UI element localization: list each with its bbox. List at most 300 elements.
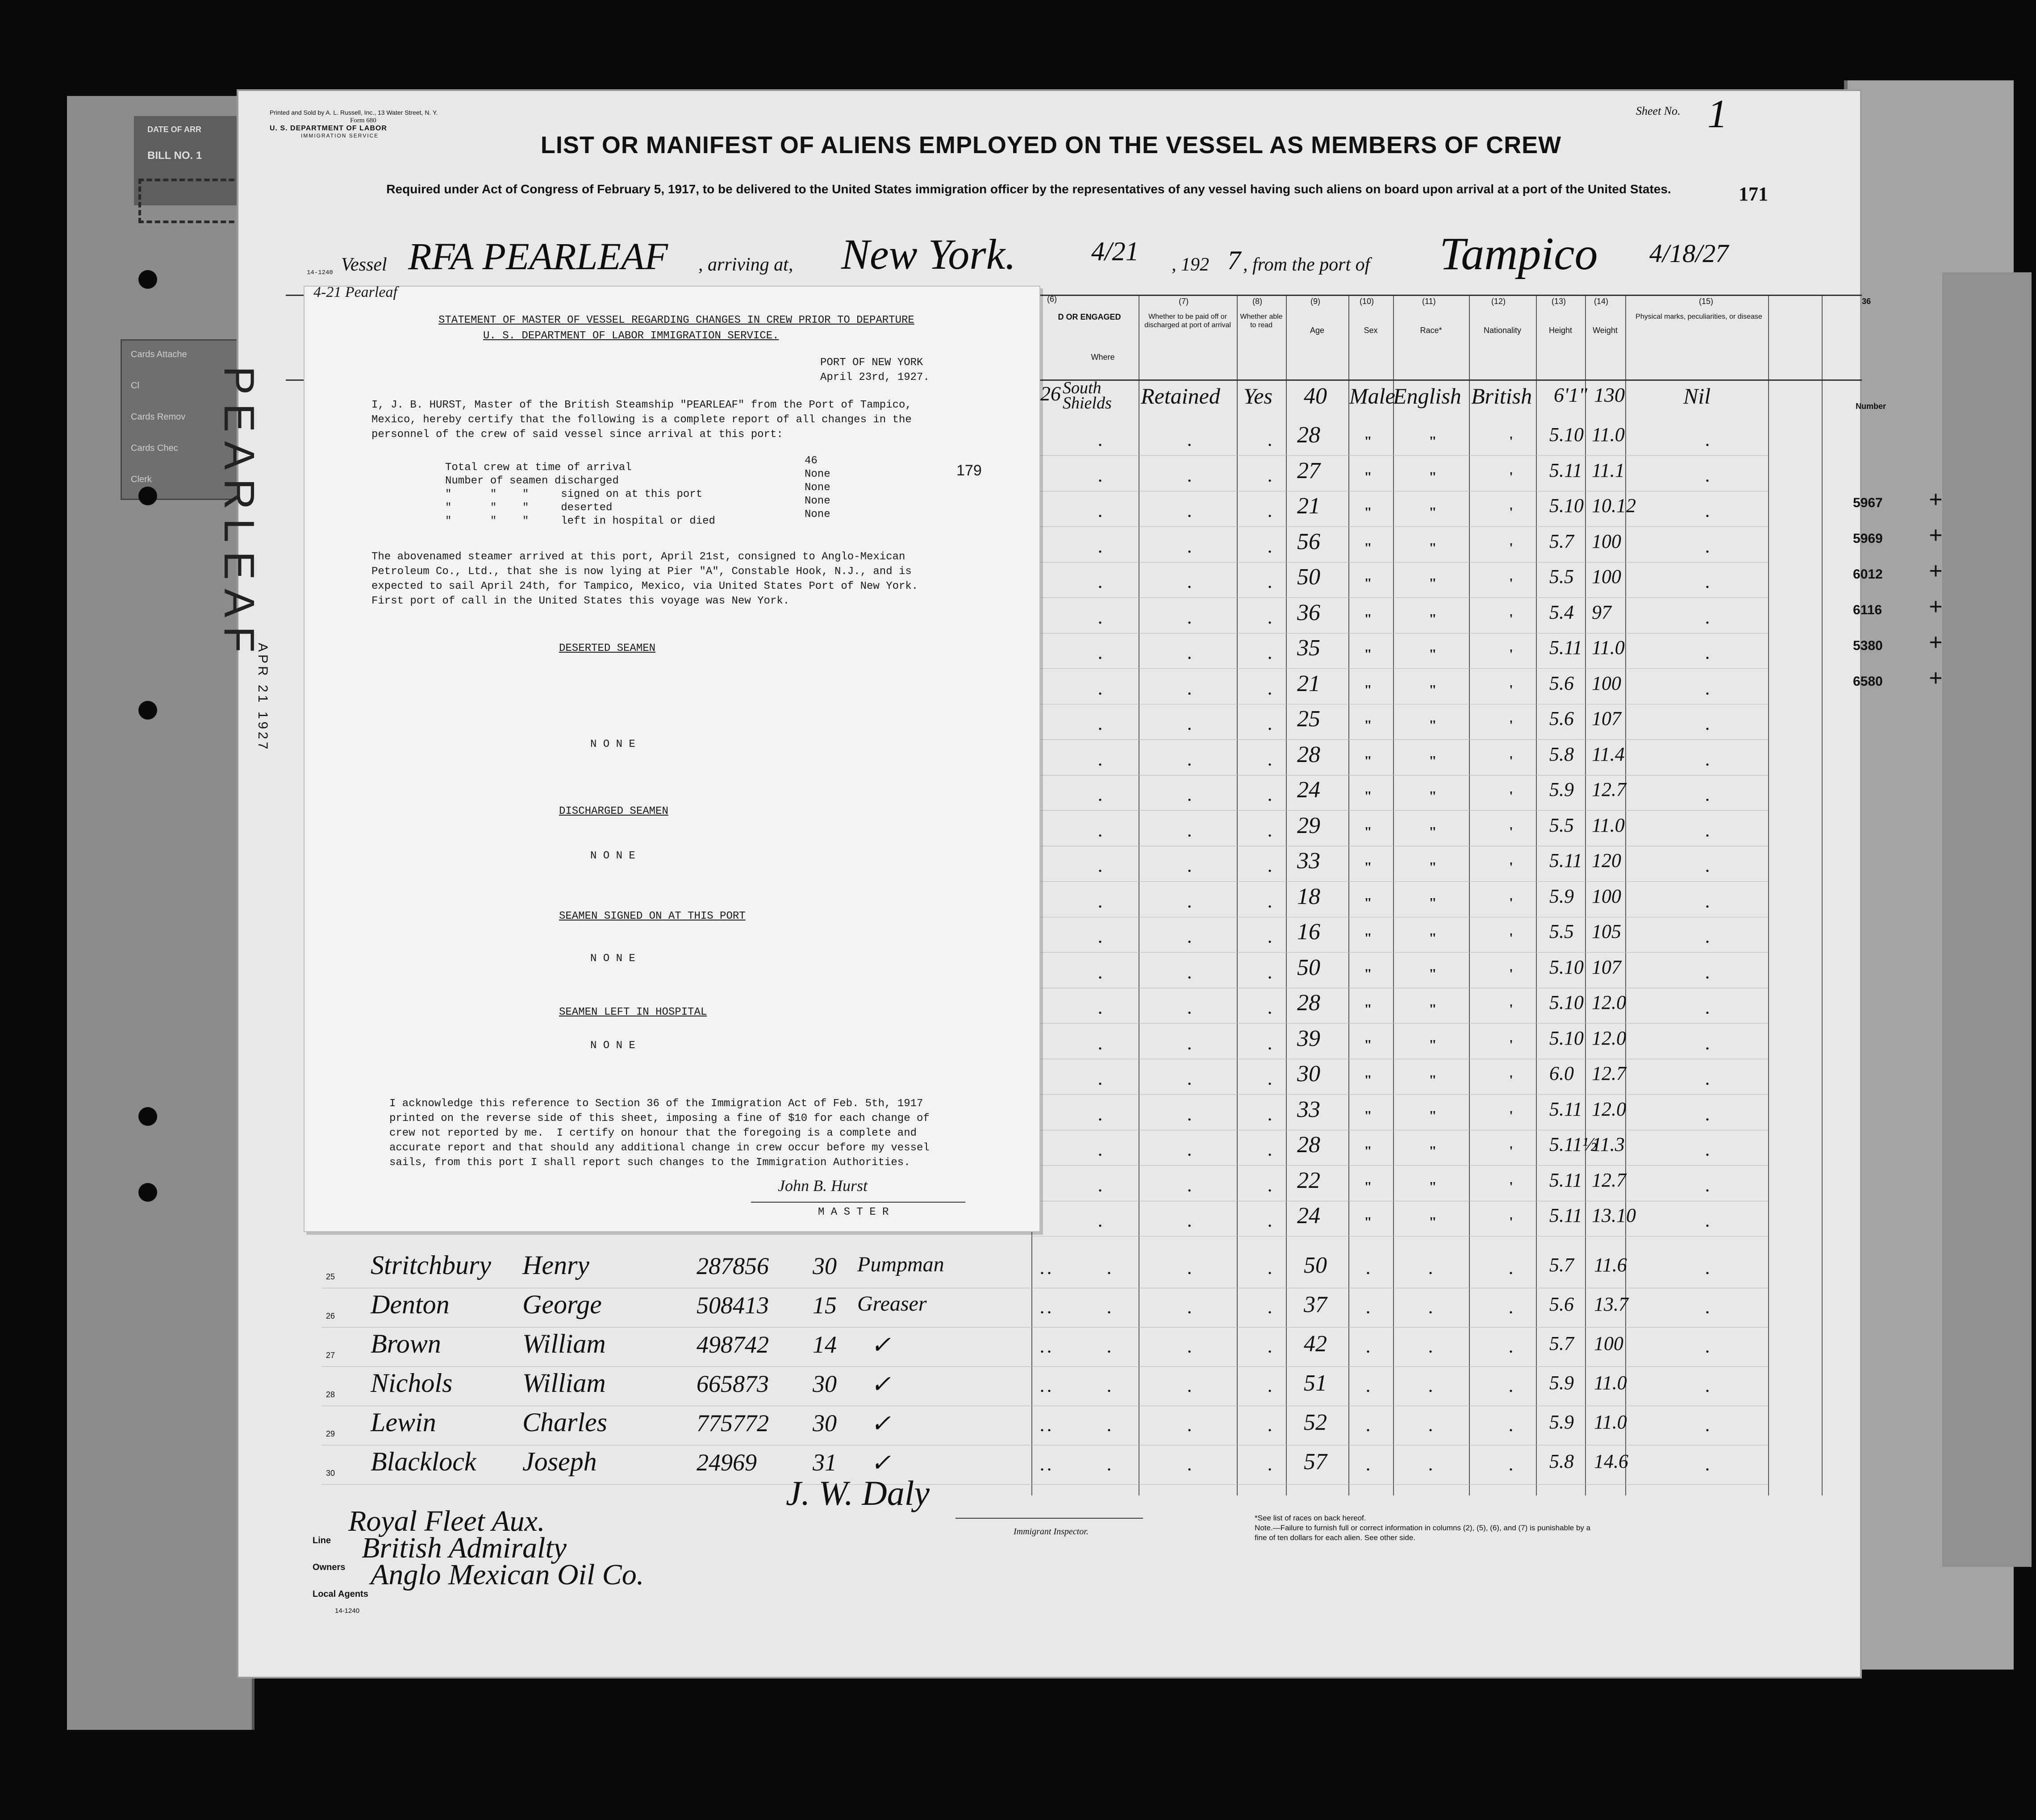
side-number: 6116	[1853, 603, 1882, 617]
ditto-mark: .	[1268, 717, 1272, 733]
crew-given-name: George	[522, 1290, 602, 1319]
ditto-mark: .	[1098, 575, 1102, 591]
ditto-mark: .	[1268, 1214, 1272, 1230]
row-rule	[1031, 455, 1768, 456]
vessel-label: Vessel	[341, 254, 387, 275]
height-cell: 5.9	[1549, 885, 1574, 907]
master-label: M A S T E R	[818, 1206, 889, 1218]
footnote	[1255, 1513, 1594, 1543]
ditto-mark: "	[1364, 930, 1372, 946]
height-cell: 5.4	[1549, 601, 1574, 623]
ditto-mark: .	[1098, 539, 1102, 556]
ditto-mark: '	[1509, 788, 1513, 804]
cross-mark: +	[1929, 558, 1943, 584]
cross-mark: +	[1929, 593, 1943, 620]
crew-given-name: Joseph	[522, 1447, 597, 1476]
ditto-mark: .	[1098, 1072, 1102, 1088]
hospital-value: None	[805, 508, 830, 521]
weight-cell: 107	[1592, 708, 1621, 729]
column-rule	[1237, 295, 1238, 1495]
stamp-179: 179	[956, 462, 982, 479]
ditto-mark: '	[1509, 539, 1513, 556]
crew-given-name: William	[522, 1368, 606, 1398]
col7-num: (7)	[1179, 297, 1189, 306]
crew-weight: 11.0	[1594, 1372, 1627, 1394]
height-cell: 5.10	[1549, 424, 1584, 446]
ditto-mark: '	[1509, 823, 1513, 840]
crew-given-name: Henry	[522, 1250, 589, 1280]
col13-num: (13)	[1552, 297, 1566, 306]
crew-discharge-no: 508413	[697, 1292, 769, 1319]
row1-paid: Retained	[1141, 383, 1220, 408]
ditto-mark: .	[1706, 894, 1709, 911]
ditto-mark: .	[1706, 859, 1709, 875]
ditto-mark: .	[1268, 681, 1272, 698]
ditto-mark: . .	[1040, 1379, 1051, 1395]
total-crew-value: 46	[805, 455, 818, 467]
weight-cell: 11.3	[1592, 1133, 1625, 1155]
ditto-mark: .	[1706, 1418, 1709, 1434]
age-cell: 22	[1297, 1167, 1320, 1193]
row-number: 28	[326, 1390, 335, 1399]
ditto-mark: . .	[1040, 1340, 1051, 1356]
column-rule	[1348, 295, 1349, 1495]
row-rule	[321, 1327, 1768, 1328]
crew-number: 31	[813, 1449, 837, 1476]
crew-rating-check: ✓	[871, 1449, 891, 1476]
row-number: 29	[326, 1429, 335, 1438]
row-number: 25	[326, 1272, 335, 1281]
crew-age: 37	[1304, 1292, 1327, 1317]
year-digit: 7	[1227, 246, 1241, 275]
acknowledgement: sails, from this port I shall report such changes to the Immigration Authorities.	[389, 1157, 910, 1169]
ditto-mark: .	[1188, 752, 1191, 769]
ditto-mark: "	[1364, 823, 1372, 840]
footer-form-code: 14-1240	[335, 1607, 360, 1615]
statement-heading-1: STATEMENT OF MASTER OF VESSEL REGARDING CHANGES IN CREW PRIOR TO DEPARTURE	[438, 314, 914, 326]
crew-rating-check: ✓	[871, 1332, 891, 1358]
left-card-line: Cards Attache	[131, 350, 187, 359]
height-cell: 5.9	[1549, 779, 1574, 800]
ditto-mark: "	[1364, 1178, 1372, 1195]
height-cell: 6.0	[1549, 1062, 1574, 1084]
ditto-mark: .	[1098, 930, 1102, 946]
ditto-mark: .	[1268, 1036, 1272, 1053]
ditto-mark: "	[1429, 823, 1437, 840]
crew-number: 30	[813, 1370, 837, 1397]
from-label: , from the port of	[1243, 254, 1370, 275]
statement-port: PORT OF NEW YORK	[820, 357, 923, 369]
ditto-mark: .	[1268, 1001, 1272, 1017]
ditto-mark: .	[1268, 539, 1272, 556]
age-cell: 28	[1297, 422, 1320, 448]
crew-height: 5.7	[1549, 1254, 1574, 1276]
weight-cell: 11.0	[1592, 424, 1625, 446]
ditto-mark: "	[1429, 1107, 1437, 1124]
side-number: 6580	[1853, 674, 1883, 689]
ditto-mark: .	[1366, 1458, 1370, 1474]
ditto-mark: .	[1188, 1214, 1191, 1230]
ditto-mark: .	[1098, 752, 1102, 769]
crew-height: 5.9	[1549, 1411, 1574, 1433]
row-rule	[1031, 597, 1768, 598]
col7-title: Whether to be paid off or discharged at port of arrival	[1144, 313, 1231, 329]
ditto-mark: "	[1364, 859, 1372, 875]
statement-para2: The abovenamed steamer arrived at this port, April 21st, consigned to Anglo-Mexican	[371, 551, 905, 563]
ditto-mark: . .	[1040, 1300, 1051, 1316]
ditto-mark: "	[1364, 1036, 1372, 1053]
age-cell: 30	[1297, 1061, 1320, 1087]
age-cell: 33	[1297, 1096, 1320, 1122]
crew-weight: 11.6	[1594, 1254, 1627, 1276]
from-date: 4/18/27	[1649, 239, 1729, 268]
age-cell: 28	[1297, 1132, 1320, 1158]
ditto-mark: .	[1706, 965, 1709, 982]
row1-marks: Nil	[1683, 383, 1711, 408]
discharged-heading: DISCHARGED SEAMEN	[559, 805, 668, 817]
crew-age: 57	[1304, 1449, 1327, 1474]
crew-rating: Pumpman	[857, 1253, 944, 1276]
col10-num: (10)	[1360, 297, 1374, 306]
statement-para2: expected to sail April 24th, for Tampico, Mexico, via United States Port of New York.	[371, 580, 918, 592]
age-cell: 39	[1297, 1025, 1320, 1051]
weight-cell: 11.4	[1592, 743, 1625, 765]
ditto-mark: .	[1098, 504, 1102, 520]
weight-cell: 13.10	[1592, 1204, 1636, 1226]
column-rule	[1822, 295, 1823, 1495]
ditto-mark: .	[1706, 1178, 1709, 1195]
height-cell: 5.8	[1549, 743, 1574, 765]
ditto-mark: "	[1429, 504, 1437, 520]
crew-height: 5.8	[1549, 1450, 1574, 1472]
acknowledgement: crew not reported by me. I certify on honour that the foregoing is a complete and	[389, 1127, 917, 1139]
statement-para1: I, J. B. HURST, Master of the British Steamship "PEARLEAF" from the Port of Tampico,	[371, 399, 912, 411]
row-rule	[321, 1366, 1768, 1367]
ditto-mark: "	[1429, 575, 1437, 591]
ditto-mark: . .	[1040, 1418, 1051, 1434]
arriving-label: , arriving at,	[698, 254, 793, 275]
ditto-mark: .	[1509, 1458, 1513, 1474]
ditto-mark: "	[1429, 1178, 1437, 1195]
ditto-mark: '	[1509, 1178, 1513, 1195]
ditto-mark: .	[1098, 1001, 1102, 1017]
statement-heading-2: U. S. DEPARTMENT OF LABOR IMMIGRATION SERVICE.	[483, 330, 779, 342]
ditto-mark: "	[1429, 468, 1437, 485]
ditto-mark: .	[1706, 575, 1709, 591]
ditto-mark: "	[1429, 1214, 1437, 1230]
weight-cell: 12.0	[1592, 991, 1626, 1013]
row-rule	[1031, 810, 1768, 811]
ditto-mark: '	[1509, 1107, 1513, 1124]
column-rule	[1286, 295, 1287, 1495]
crew-weight: 100	[1594, 1333, 1623, 1354]
col11-title: Race*	[1420, 326, 1442, 335]
ditto-mark: .	[1366, 1340, 1370, 1356]
ditto-mark: .	[1366, 1261, 1370, 1277]
weight-cell: 120	[1592, 850, 1621, 871]
age-cell: 16	[1297, 919, 1320, 945]
ditto-mark: .	[1706, 1072, 1709, 1088]
col14-num: (14)	[1594, 297, 1609, 306]
signature-line	[751, 1202, 965, 1203]
row1-height: 6'1"	[1554, 383, 1588, 406]
ditto-mark: "	[1429, 1036, 1437, 1053]
arriving-port: New York.	[841, 230, 1016, 278]
ditto-mark: . .	[1040, 1458, 1051, 1474]
ditto-mark: .	[1706, 1458, 1709, 1474]
ditto-mark: .	[1509, 1379, 1513, 1395]
side-number: 5969	[1853, 531, 1883, 546]
col10-title: Sex	[1364, 326, 1378, 335]
weight-cell: 100	[1592, 885, 1621, 907]
ditto-mark: "	[1429, 788, 1437, 804]
height-cell: 5.10	[1549, 956, 1584, 978]
crew-discharge-no: 665873	[697, 1370, 769, 1397]
printer-line: Printed and Sold by A. L. Russell, Inc., 13 Water Street, N. Y.	[270, 109, 438, 116]
weight-cell: 97	[1592, 601, 1611, 623]
total-crew-label: Total crew at time of arrival	[445, 462, 632, 474]
deserted-value: None	[805, 495, 830, 507]
ditto-mark: .	[1268, 930, 1272, 946]
ditto-mark: "	[1429, 646, 1437, 662]
height-cell: 5.7	[1549, 530, 1574, 552]
height-cell: 5.11½	[1549, 1133, 1597, 1155]
ditto-mark: .	[1107, 1458, 1111, 1474]
ditto-mark: .	[1268, 1300, 1272, 1316]
ditto-mark: "	[1429, 681, 1437, 698]
ditto-mark: .	[1268, 1418, 1272, 1434]
ditto-mark: .	[1706, 1300, 1709, 1316]
ditto-mark: .	[1706, 1107, 1709, 1124]
weight-cell: 100	[1592, 530, 1621, 552]
ditto-mark: .	[1188, 859, 1191, 875]
ditto-mark: .	[1188, 1340, 1191, 1356]
acknowledgement: printed on the reverse side of this sheet, imposing a fine of $10 for each change of	[389, 1112, 930, 1124]
row1-sex: Male	[1349, 383, 1395, 408]
ditto-mark: .	[1706, 1001, 1709, 1017]
side-number: 5967	[1853, 496, 1883, 510]
ditto-mark: "	[1364, 788, 1372, 804]
from-port: Tampico	[1439, 228, 1598, 279]
ditto-mark: .	[1188, 681, 1191, 698]
ditto-mark: .	[1429, 1458, 1432, 1474]
ditto-mark: .	[1268, 752, 1272, 769]
row-number: 30	[326, 1469, 335, 1478]
line-label: Line	[313, 1536, 331, 1545]
crew-height: 5.6	[1549, 1293, 1574, 1315]
acknowledgement: I acknowledge this reference to Section 36 of the Immigration Act of Feb. 5th, 1917	[389, 1098, 923, 1110]
weight-cell: 12.7	[1592, 1169, 1626, 1191]
row-rule	[1031, 1023, 1768, 1024]
ditto-mark: "	[1364, 539, 1372, 556]
ditto-mark: "	[1429, 930, 1437, 946]
ditto-mark: .	[1268, 965, 1272, 982]
crew-discharge-no: 24969	[697, 1449, 757, 1476]
weight-cell: 10.12	[1592, 495, 1636, 516]
required-notice: Required under Act of Congress of February 5, 1917, to be delivered to the United States immigration officer by the representatives of any vessel having such aliens on board upon arrival at a port of the United States.	[386, 182, 1671, 196]
weight-cell: 12.7	[1592, 1062, 1626, 1084]
date-stamp: APR 21 1927	[255, 643, 270, 752]
weight-cell: 12.7	[1592, 779, 1626, 800]
acknowledgement: accurate report and that should any additional change in crew occur before my vessel	[389, 1142, 930, 1154]
vessel-stamp: PEARLEAF	[215, 366, 263, 662]
ditto-mark: .	[1188, 823, 1191, 840]
arrival-date: 4/21	[1091, 237, 1139, 266]
col15-num: (15)	[1699, 297, 1714, 306]
ditto-mark: .	[1706, 788, 1709, 804]
age-cell: 36	[1297, 600, 1320, 625]
inspector-signature: J. W. Daly	[786, 1474, 930, 1512]
ditto-mark: .	[1268, 433, 1272, 449]
ditto-mark: .	[1107, 1261, 1111, 1277]
crew-number: 30	[813, 1410, 837, 1437]
height-cell: 5.6	[1549, 708, 1574, 729]
ditto-mark: .	[1509, 1418, 1513, 1434]
ditto-mark: "	[1364, 1143, 1372, 1159]
column-rule	[1585, 295, 1586, 1495]
service-label: IMMIGRATION SERVICE	[301, 132, 379, 139]
hospital-heading: SEAMEN LEFT IN HOSPITAL	[559, 1006, 707, 1018]
crew-age: 50	[1304, 1253, 1327, 1278]
ditto-mark: .	[1268, 788, 1272, 804]
statement-note: 4-21 Pearleaf	[313, 284, 397, 300]
ditto-mark: .	[1188, 539, 1191, 556]
ditto-mark: .	[1268, 468, 1272, 485]
height-cell: 5.10	[1549, 1027, 1584, 1049]
ditto-mark: .	[1188, 610, 1191, 627]
ditto-mark: .	[1706, 1340, 1709, 1356]
ditto-mark: '	[1509, 575, 1513, 591]
ditto-mark: '	[1509, 646, 1513, 662]
ditto-mark: .	[1188, 504, 1191, 520]
discharged-value: None	[805, 468, 830, 480]
ditto-mark: "	[1364, 965, 1372, 982]
cross-mark: +	[1929, 486, 1943, 513]
ditto-mark: .	[1107, 1418, 1111, 1434]
weight-cell: 11.0	[1592, 814, 1625, 836]
col8-title: Whether able to read	[1240, 313, 1283, 329]
ditto-mark: .	[1188, 1300, 1191, 1316]
height-cell: 5.5	[1549, 920, 1574, 942]
age-cell: 21	[1297, 493, 1320, 519]
ditto-mark: .	[1706, 646, 1709, 662]
height-cell: 5.11	[1549, 850, 1582, 871]
crew-given-name: William	[522, 1329, 606, 1358]
ditto-mark: .	[1268, 646, 1272, 662]
crew-surname: Denton	[371, 1290, 450, 1319]
ditto-mark: "	[1364, 646, 1372, 662]
ditto-mark: "	[1429, 717, 1437, 733]
ditto-mark: .	[1188, 1072, 1191, 1088]
ditto-mark: .	[1188, 1178, 1191, 1195]
cross-mark: +	[1929, 522, 1943, 549]
ditto-mark: .	[1098, 468, 1102, 485]
col9-num: (9)	[1310, 297, 1320, 306]
deserted-label: " " " deserted	[445, 502, 613, 514]
side-number: 6012	[1853, 567, 1883, 582]
hospital-none: N O N E	[590, 1040, 635, 1052]
ditto-mark: .	[1188, 575, 1191, 591]
row-number: 27	[326, 1351, 335, 1360]
signed-value: None	[805, 482, 830, 494]
deserted-heading: DESERTED SEAMEN	[559, 642, 656, 654]
ditto-mark: .	[1188, 930, 1191, 946]
discharged-label: Number of seamen discharged	[445, 475, 619, 487]
master-signature: John B. Hurst	[778, 1177, 868, 1195]
ditto-mark: .	[1098, 646, 1102, 662]
ditto-mark: . .	[1040, 1261, 1051, 1277]
ditto-mark: '	[1509, 930, 1513, 946]
ditto-mark: .	[1268, 823, 1272, 840]
ditto-mark: '	[1509, 859, 1513, 875]
ditto-mark: .	[1366, 1300, 1370, 1316]
row-rule	[1031, 881, 1768, 882]
ditto-mark: .	[1268, 610, 1272, 627]
ditto-mark: .	[1188, 965, 1191, 982]
ditto-mark: .	[1268, 1379, 1272, 1395]
ditto-mark: .	[1509, 1340, 1513, 1356]
ditto-mark: "	[1364, 504, 1372, 520]
ditto-mark: .	[1188, 1418, 1191, 1434]
height-cell: 5.11	[1549, 1098, 1582, 1120]
ditto-mark: '	[1509, 894, 1513, 911]
ditto-mark: .	[1429, 1300, 1432, 1316]
statement-para2: First port of call in the United States this voyage was New York.	[371, 595, 790, 607]
ditto-mark: .	[1706, 1143, 1709, 1159]
ditto-mark: .	[1706, 1036, 1709, 1053]
left-strip-date-label: DATE OF ARR	[147, 125, 201, 134]
col8-num: (8)	[1252, 297, 1262, 306]
column-rule	[1393, 295, 1394, 1495]
crew-age: 51	[1304, 1370, 1327, 1396]
ditto-mark: .	[1268, 1458, 1272, 1474]
crew-age: 42	[1304, 1331, 1327, 1357]
col6-sub: Where	[1091, 353, 1115, 362]
agents-value: Anglo Mexican Oil Co.	[371, 1558, 644, 1591]
crew-weight: 14.6	[1594, 1450, 1628, 1472]
number-title: Number	[1855, 402, 1886, 411]
ditto-mark: "	[1429, 1072, 1437, 1088]
weight-cell: 12.0	[1592, 1027, 1626, 1049]
statement-para1: Mexico, hereby certify that the following is a complete report of all changes in the	[371, 414, 912, 426]
age-cell: 25	[1297, 706, 1320, 732]
ditto-mark: .	[1706, 930, 1709, 946]
statement-date: April 23rd, 1927.	[820, 371, 930, 383]
ditto-mark: .	[1706, 681, 1709, 698]
ditto-mark: '	[1509, 1001, 1513, 1017]
row-rule	[1031, 952, 1768, 953]
ditto-mark: .	[1098, 859, 1102, 875]
ditto-mark: "	[1364, 681, 1372, 698]
ditto-mark: .	[1188, 1379, 1191, 1395]
ditto-mark: .	[1268, 1178, 1272, 1195]
col11-num: (11)	[1422, 297, 1436, 306]
ditto-mark: "	[1429, 433, 1437, 449]
ditto-mark: .	[1188, 1036, 1191, 1053]
ditto-mark: '	[1509, 504, 1513, 520]
discharged-none: N O N E	[590, 850, 635, 862]
crew-rating: Greaser	[857, 1292, 927, 1316]
age-cell: 50	[1297, 564, 1320, 590]
crew-given-name: Charles	[522, 1408, 608, 1437]
statement-para2: Petroleum Co., Ltd., that she is now lying at Pier "A", Constable Hook, N.J., and is	[371, 566, 912, 578]
crew-surname: Lewin	[371, 1408, 436, 1437]
ditto-mark: .	[1098, 788, 1102, 804]
line-value: Royal Fleet Aux.	[348, 1505, 545, 1537]
crew-rating-check: ✓	[871, 1410, 891, 1437]
ditto-mark: .	[1098, 1214, 1102, 1230]
vessel-name: RFA PEARLEAF	[408, 235, 668, 278]
